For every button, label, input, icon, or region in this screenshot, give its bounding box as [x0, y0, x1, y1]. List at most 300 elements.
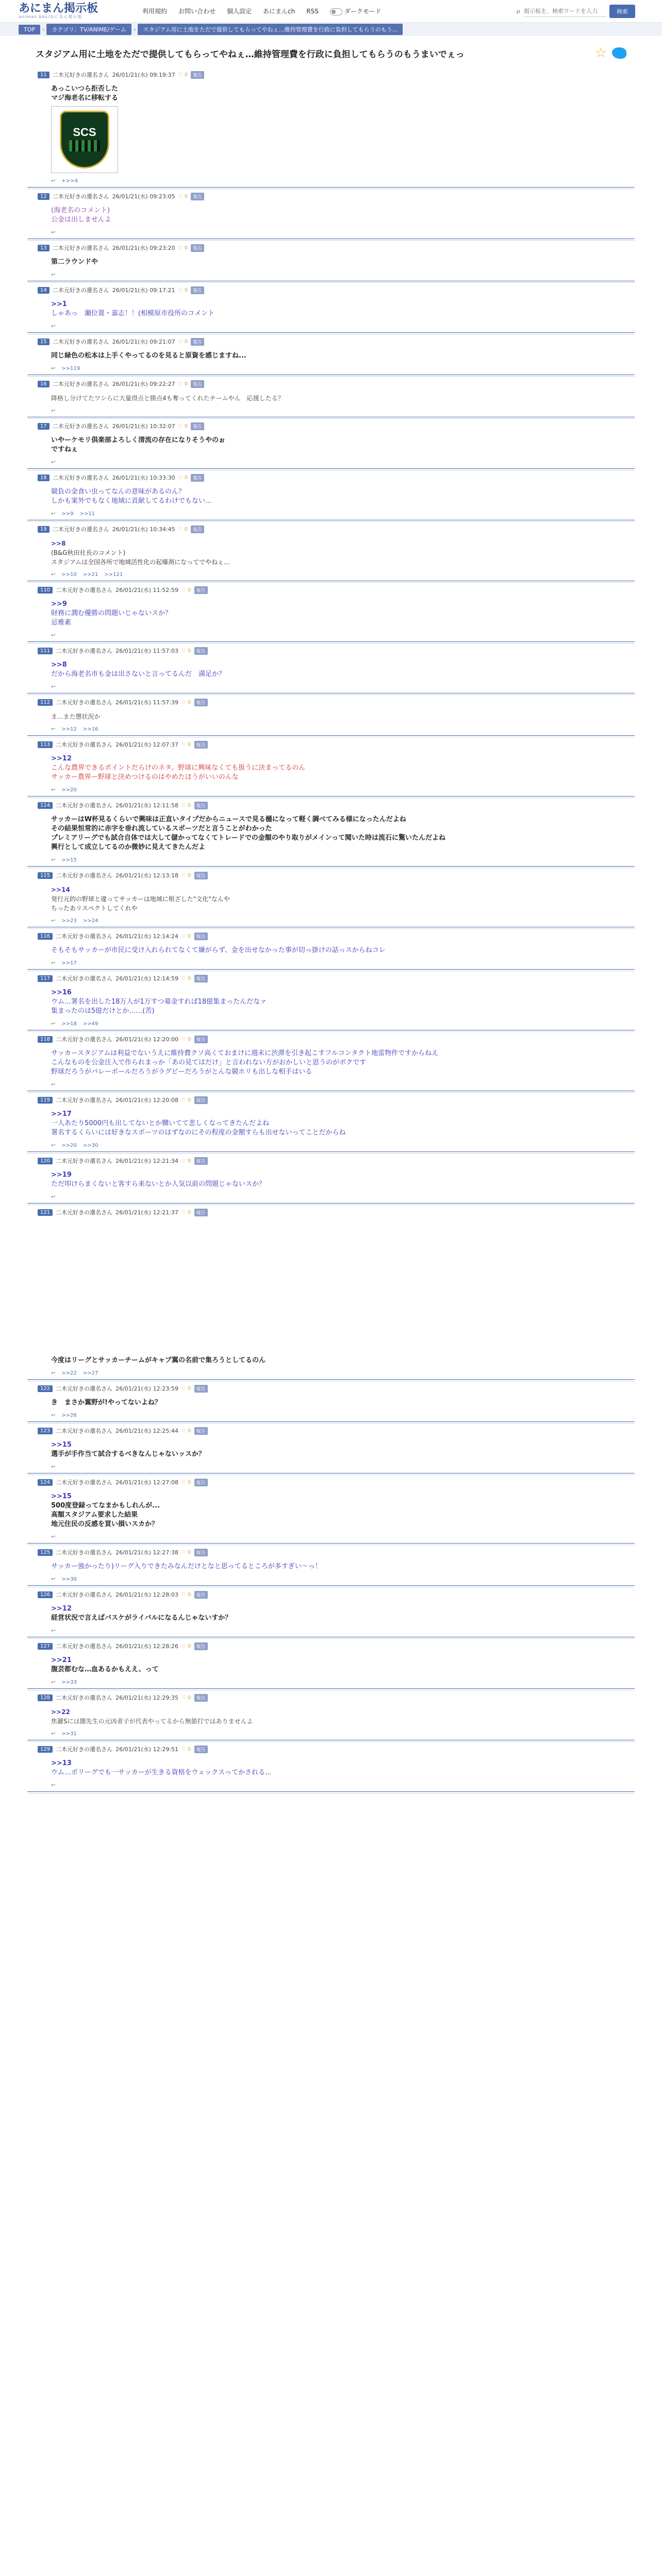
post-line: いやーケモリ倶楽部よろしく清流の存在になりそうやのぉ	[51, 436, 225, 444]
reply-anchor[interactable]: >>20	[61, 787, 77, 793]
post-number[interactable]: 117	[38, 975, 53, 982]
reply-anchor[interactable]: >>12	[61, 726, 77, 732]
post	[27, 1422, 635, 1473]
like-button[interactable]	[181, 803, 191, 808]
post	[27, 796, 635, 867]
post-line: 高額スタジアム要求した結果	[51, 1511, 138, 1519]
top-bar	[0, 0, 662, 23]
post	[27, 281, 635, 333]
like-button[interactable]	[181, 1643, 191, 1649]
poster-name: 二木元好きの還名さん	[56, 1097, 113, 1104]
reply-icon[interactable]: ↩	[51, 787, 56, 793]
reply-icon[interactable]: ↩	[51, 324, 56, 329]
nav-animanch[interactable]: あにまんch	[263, 8, 295, 15]
post-number[interactable]: 19	[38, 526, 49, 533]
reply-anchor[interactable]: >>22	[61, 1370, 77, 1376]
reply-icon[interactable]: ↩	[51, 1534, 56, 1540]
post-date: 26/01/21(水) 12:27:08	[115, 1479, 178, 1486]
reply-icon[interactable]: ↩	[51, 857, 56, 863]
reply-anchor[interactable]: >>119	[61, 366, 80, 371]
post-line: サッカーはW杯見るくらいで興味は正直いタイプだからニュースで見る樋になって軽く調べてみる様になったんだよね	[51, 816, 406, 823]
post-number[interactable]: 116	[38, 933, 53, 940]
reply-anchor[interactable]: >>33	[61, 1680, 77, 1685]
post-date: 26/01/21(水) 12:13:18	[115, 872, 178, 879]
post-number[interactable]: 128	[38, 1694, 53, 1701]
reply-anchor[interactable]: >>23	[61, 918, 77, 924]
post-line: き まさか翼野が!やってないよね？	[51, 1399, 161, 1406]
reply-icon[interactable]: ↩	[51, 178, 56, 184]
post-number[interactable]: 11	[38, 72, 49, 78]
report-button[interactable]: 報告	[194, 1642, 208, 1650]
post	[27, 1204, 635, 1380]
like-button[interactable]	[178, 527, 188, 532]
post-date: 26/01/21(水) 12:27:38	[115, 1549, 178, 1556]
post-number[interactable]: 126	[38, 1591, 53, 1598]
post-line: しかも案外でもなく地域に貢献してるわけでもない...	[51, 497, 212, 505]
toggle-switch-icon	[330, 8, 342, 15]
post-line: サッカー農界ー野球と決めつけるのはやめたほうがいいのんな	[51, 773, 239, 781]
reply-icon[interactable]: ↩	[51, 366, 56, 371]
post-number[interactable]: 13	[38, 245, 49, 251]
heart-icon: ♡	[178, 338, 185, 345]
like-button[interactable]	[181, 1386, 191, 1392]
report-button[interactable]: 報告	[191, 422, 204, 430]
post-body	[27, 252, 635, 267]
post	[27, 1544, 635, 1586]
like-count: 0	[184, 245, 188, 251]
anchor-link[interactable]: >>14	[51, 886, 70, 893]
reply-anchor[interactable]: >>49	[82, 1021, 98, 1027]
post-date: 26/01/21(水) 11:52:59	[115, 587, 178, 594]
reply-anchor[interactable]: >>24	[82, 918, 98, 924]
post	[27, 1152, 635, 1204]
report-button[interactable]: 報告	[194, 741, 208, 749]
post-number[interactable]: 129	[38, 1746, 53, 1753]
heart-icon: ♡	[181, 1036, 188, 1042]
reply-anchor[interactable]: >>27	[82, 1370, 98, 1376]
poster-name: 二木元好きの還名さん	[56, 1549, 113, 1556]
report-button[interactable]: 報告	[194, 1591, 208, 1599]
like-button[interactable]	[181, 1428, 191, 1434]
like-button[interactable]	[181, 1037, 191, 1042]
report-button[interactable]: 報告	[194, 1549, 208, 1556]
anchor-link[interactable]: >>12	[51, 1605, 72, 1613]
post-footer	[27, 852, 635, 863]
post-header	[27, 337, 635, 346]
reply-icon[interactable]: ↩	[51, 1413, 56, 1418]
like-button[interactable]	[181, 1550, 191, 1555]
post-number[interactable]: 125	[38, 1549, 53, 1556]
post-list	[14, 66, 648, 1792]
post	[27, 736, 635, 796]
report-button[interactable]: 報告	[191, 71, 204, 79]
anchor-link[interactable]: >>8	[51, 540, 66, 547]
report-button[interactable]: 報告	[191, 380, 204, 388]
heart-icon: ♡	[181, 1746, 188, 1752]
breadcrumb-category[interactable]: カテゴリ：TV/ANIME/ゲーム	[46, 24, 131, 35]
post-date: 26/01/21(水) 12:20:00	[115, 1036, 178, 1043]
heart-icon: ♡	[181, 975, 188, 981]
anchor-link[interactable]: >>15	[51, 1493, 72, 1500]
breadcrumb-top[interactable]: TOP	[19, 25, 40, 35]
post-body	[27, 749, 635, 782]
poster-name: 二木元好きの還名さん	[56, 1428, 113, 1434]
reply-icon[interactable]: ↩	[51, 633, 56, 638]
post-number[interactable]: 14	[38, 287, 49, 294]
reply-anchor[interactable]: >>20	[61, 1143, 77, 1148]
post-body	[27, 1044, 635, 1077]
dark-mode-toggle[interactable]	[330, 7, 382, 15]
post-line: ただ叩けらまくないと客すら来ないとか人気以前の問題じゃないスか？	[51, 1180, 266, 1188]
post-image[interactable]	[51, 106, 118, 173]
poster-name: 二木元好きの還名さん	[56, 1746, 113, 1753]
post-number[interactable]: 120	[38, 1158, 53, 1164]
post	[27, 1689, 635, 1740]
heart-icon: ♡	[181, 1549, 188, 1555]
reply-icon[interactable]: ↩	[51, 960, 56, 966]
anchor-link[interactable]: >>19	[51, 1171, 72, 1179]
post-line: (海老名のコメント)	[51, 207, 110, 214]
poster-name: 二木元好きの還名さん	[52, 193, 109, 200]
like-button[interactable]	[181, 1158, 191, 1164]
reply-icon[interactable]: ↩	[51, 408, 56, 414]
like-button[interactable]	[181, 1480, 191, 1485]
like-button[interactable]	[178, 423, 188, 429]
reply-icon[interactable]: ↩	[51, 511, 56, 517]
reply-anchor[interactable]: >>16	[82, 726, 98, 732]
report-button[interactable]: 報告	[191, 526, 204, 533]
report-button[interactable]: 報告	[191, 193, 204, 200]
anchor-link[interactable]: >>9	[51, 600, 67, 608]
like-count: 0	[184, 381, 188, 387]
post-body	[27, 1557, 635, 1571]
like-button[interactable]	[181, 1097, 191, 1103]
heart-icon: ♡	[181, 1158, 188, 1164]
reply-anchor[interactable]: >>17	[61, 960, 77, 966]
post-footer	[27, 361, 635, 371]
post-footer	[27, 1674, 635, 1685]
post-number[interactable]: 114	[38, 802, 53, 809]
reply-icon[interactable]: ↩	[51, 572, 56, 578]
poster-name: 二木元好きの還名さん	[52, 474, 109, 481]
reply-icon[interactable]: ↩	[51, 726, 56, 732]
like-button[interactable]	[181, 648, 191, 654]
post-line: ですねぇ	[51, 446, 78, 453]
emblem-stripes	[69, 140, 100, 151]
nav-rss[interactable]: RSS	[306, 7, 319, 15]
like-button[interactable]	[181, 587, 191, 593]
reply-icon[interactable]: ↩	[51, 1021, 56, 1027]
post-footer	[27, 567, 635, 578]
report-button[interactable]: 報告	[194, 1745, 208, 1753]
post-date: 26/01/21(水) 10:32:07	[112, 423, 175, 430]
post-header	[27, 646, 635, 655]
poster-name: 二木元好きの還名さん	[56, 975, 113, 982]
anchor-link[interactable]: >>13	[51, 1759, 72, 1767]
like-button[interactable]	[178, 245, 188, 251]
like-count: 0	[188, 1036, 191, 1042]
breadcrumb-separator-icon: ›	[42, 26, 45, 33]
post-line: 集まったのは5億だけとか……(苦)	[51, 1007, 155, 1015]
reply-anchor[interactable]: >>11	[79, 511, 95, 517]
reply-icon[interactable]: ↩	[51, 1082, 56, 1088]
post-body	[27, 1754, 635, 1777]
report-button[interactable]: 報告	[194, 802, 208, 809]
post-body	[27, 1217, 635, 1365]
breadcrumb-thread[interactable]: スタジアム用に土地をただで提供してもらってやねぇ…維持管理費を行政に負担してもらうのもう...	[138, 24, 403, 35]
like-count: 0	[188, 1694, 191, 1701]
post-footer	[27, 454, 635, 465]
logo-subtext: animan bbs/あにまん掲示板	[19, 14, 82, 19]
anchor-link[interactable]: >>15	[51, 1441, 72, 1449]
post-number[interactable]: 17	[38, 423, 49, 430]
like-button[interactable]	[181, 873, 191, 878]
report-button[interactable]: 報告	[194, 1694, 208, 1702]
nav-settings[interactable]: 個人設定	[227, 8, 252, 15]
post-line: 公金は出しませんよ	[51, 216, 112, 224]
reply-anchor[interactable]: >>21	[82, 572, 98, 578]
like-button[interactable]	[178, 475, 188, 481]
like-count: 0	[188, 741, 191, 748]
like-button[interactable]	[181, 934, 191, 939]
post-footer	[27, 1138, 635, 1148]
favorite-star-icon[interactable]: ☆	[594, 45, 607, 61]
main-nav	[142, 7, 516, 15]
anchor-link[interactable]: >>8	[51, 661, 67, 669]
post-footer	[27, 1016, 635, 1027]
post-footer	[27, 679, 635, 690]
reply-anchor[interactable]: >>30	[82, 1143, 98, 1148]
nav-contact[interactable]: お問い合わせ	[178, 8, 216, 15]
reply-anchor[interactable]: >>26	[61, 1413, 77, 1418]
like-count: 0	[188, 1549, 191, 1555]
reply-icon[interactable]: ↩	[51, 1370, 56, 1376]
report-button[interactable]: 報告	[194, 1209, 208, 1216]
post-line: プレミアリーグでも試合自体では大して儲かってなくてトレードでの金額のやり取りがメインって聞いた時は流石に驚いたんだよね	[51, 834, 446, 842]
heart-icon: ♡	[178, 423, 185, 429]
search-icon: ⌕	[516, 6, 521, 16]
post-line: 選手が手作当て試合するべきなんじゃないッスか？	[51, 1450, 206, 1458]
post-number[interactable]: 113	[38, 741, 53, 748]
report-button[interactable]: 報告	[194, 586, 208, 594]
like-button[interactable]	[178, 287, 188, 293]
post-date: 26/01/21(水) 12:23:59	[115, 1385, 178, 1392]
emblem-lettering: SCS	[73, 126, 96, 139]
post-body	[27, 595, 635, 628]
poster-name: 二木元好きの還名さん	[56, 1385, 113, 1392]
reply-icon[interactable]: ↩	[51, 1628, 56, 1634]
post-footer	[27, 913, 635, 924]
report-button[interactable]: 報告	[194, 1385, 208, 1393]
report-button[interactable]: 報告	[191, 286, 204, 294]
reply-icon[interactable]: ↩	[51, 460, 56, 465]
post-number[interactable]: 110	[38, 587, 53, 594]
post	[27, 333, 635, 375]
anchor-link[interactable]: >>21	[51, 1656, 72, 1664]
heart-icon: ♡	[181, 933, 188, 939]
report-button[interactable]: 報告	[194, 699, 208, 706]
like-button[interactable]	[181, 976, 191, 981]
heart-icon: ♡	[181, 872, 188, 878]
reply-icon[interactable]: ↩	[51, 1143, 56, 1148]
post	[27, 927, 635, 970]
like-button[interactable]	[181, 1210, 191, 1215]
post-number[interactable]: 12	[38, 193, 49, 200]
reply-anchor[interactable]: >>121	[104, 572, 123, 578]
reply-anchor[interactable]: >>9	[61, 511, 74, 517]
anchor-link[interactable]: >>1	[51, 300, 67, 308]
post-date: 26/01/21(水) 12:07:37	[115, 741, 178, 748]
nav-terms[interactable]: 利用規約	[142, 8, 168, 15]
post-number[interactable]: 121	[38, 1209, 53, 1216]
post-footer	[27, 1726, 635, 1737]
post-line: その結果恒常的に赤字を垂れ流しているスポーツだと言うことがわかった	[51, 825, 272, 833]
anchor-link[interactable]: >>17	[51, 1110, 72, 1118]
thread-title: スタジアム用に土地をただで提供してもらってやねぇ…維持管理費を行政に負担してもらうのもうまいでぇっ	[36, 49, 465, 60]
heart-icon: ♡	[181, 587, 188, 593]
like-button[interactable]	[181, 1592, 191, 1598]
reply-icon[interactable]: ↩	[51, 1783, 56, 1788]
post-header	[27, 379, 635, 388]
like-count: 0	[188, 587, 191, 593]
heart-icon: ♡	[181, 699, 188, 705]
post-number[interactable]: 119	[38, 1097, 53, 1104]
post-footer	[27, 1571, 635, 1582]
anchor-link[interactable]: >>16	[51, 989, 72, 996]
report-button[interactable]: 報告	[194, 1036, 208, 1043]
reply-icon[interactable]: ↩	[51, 684, 56, 690]
poster-name: 二木元好きの還名さん	[52, 423, 109, 430]
reply-anchor[interactable]: >>15	[61, 857, 77, 863]
like-button[interactable]	[178, 339, 188, 345]
post-number[interactable]: 127	[38, 1643, 53, 1650]
post	[27, 1091, 635, 1152]
heart-icon: ♡	[181, 1694, 188, 1701]
reply-anchor[interactable]: >>31	[61, 1731, 77, 1737]
anchor-link[interactable]: >>12	[51, 755, 72, 762]
like-button[interactable]	[178, 72, 188, 78]
post-header	[27, 285, 635, 295]
reply-icon[interactable]: ↩	[51, 272, 56, 278]
post	[27, 1586, 635, 1637]
post	[27, 970, 635, 1030]
post-number[interactable]: 15	[38, 338, 49, 345]
reply-icon[interactable]: ↩	[51, 230, 56, 235]
report-button[interactable]: 報告	[194, 933, 208, 940]
post-number[interactable]: 123	[38, 1428, 53, 1434]
report-button[interactable]: 報告	[194, 1479, 208, 1486]
like-button[interactable]	[181, 700, 191, 705]
report-button[interactable]: 報告	[194, 872, 208, 879]
reply-anchor[interactable]: +>>4	[61, 178, 78, 184]
like-button[interactable]	[181, 1695, 191, 1701]
poster-name: 二木元好きの還名さん	[52, 245, 109, 251]
post-line: ちったあリスペクトしてくれや	[51, 905, 138, 912]
reply-icon[interactable]: ↩	[51, 918, 56, 924]
post-line: 興行として成立してるのか微妙に見えてきたんだよ	[51, 843, 206, 851]
club-emblem-icon	[60, 111, 109, 168]
report-button[interactable]: 報告	[194, 975, 208, 982]
post-number[interactable]: 112	[38, 699, 53, 706]
post-footer	[27, 1459, 635, 1470]
report-button[interactable]: 報告	[194, 1427, 208, 1435]
post-header	[27, 1744, 635, 1754]
post	[27, 417, 635, 469]
post	[27, 642, 635, 693]
post-line: マジ海老名に移転する	[51, 94, 119, 102]
heart-icon: ♡	[178, 474, 185, 481]
post-footer	[27, 782, 635, 793]
post-body	[27, 1702, 635, 1726]
report-button[interactable]: 報告	[191, 244, 204, 252]
twitter-share-icon[interactable]	[612, 47, 626, 59]
reply-anchor[interactable]: >>18	[61, 1021, 77, 1027]
heart-icon: ♡	[181, 1591, 188, 1598]
thread-header	[14, 36, 648, 66]
post-header	[27, 1156, 635, 1165]
post-line: 忌雅素	[51, 619, 72, 626]
reply-icon[interactable]: ↩	[51, 1194, 56, 1200]
heart-icon: ♡	[181, 741, 188, 748]
search-button[interactable]: 検索	[609, 5, 635, 18]
post-date: 26/01/21(水) 12:14:59	[115, 975, 178, 982]
post-number[interactable]: 124	[38, 1479, 53, 1486]
post-date: 26/01/21(水) 09:17:21	[112, 287, 175, 294]
report-button[interactable]: 報告	[194, 647, 208, 655]
like-button[interactable]	[178, 194, 188, 199]
reply-icon[interactable]: ↩	[51, 1464, 56, 1470]
post-header	[27, 473, 635, 482]
post-header	[27, 931, 635, 941]
site-logo[interactable]	[19, 3, 132, 20]
heart-icon: ♡	[178, 287, 185, 293]
anchor-link[interactable]: >>22	[51, 1708, 70, 1716]
reply-icon[interactable]: ↩	[51, 1577, 56, 1582]
like-count: 0	[188, 1158, 191, 1164]
dark-mode-label: ダークモード	[344, 8, 382, 15]
post-number[interactable]: 122	[38, 1385, 53, 1392]
post-footer	[27, 403, 635, 414]
post-date: 26/01/21(水) 12:20:08	[115, 1097, 178, 1104]
report-button[interactable]: 報告	[194, 1157, 208, 1165]
post-header	[27, 1426, 635, 1435]
like-button[interactable]	[178, 381, 188, 387]
report-button[interactable]: 報告	[194, 1096, 208, 1104]
post-number[interactable]: 18	[38, 474, 49, 481]
post-number[interactable]: 115	[38, 872, 53, 879]
post-number[interactable]: 118	[38, 1036, 53, 1043]
report-button[interactable]: 報告	[191, 338, 204, 346]
post-date: 26/01/21(水) 09:19:37	[112, 72, 175, 78]
post-line: 腹芸都むな…血あるかもええ、って	[51, 1666, 159, 1673]
post-date: 26/01/21(水) 09:22:27	[112, 381, 175, 387]
like-button[interactable]	[181, 1747, 191, 1752]
reply-anchor[interactable]: >>30	[61, 1577, 77, 1582]
heart-icon: ♡	[178, 193, 185, 199]
report-button[interactable]: 報告	[191, 474, 204, 482]
post-number[interactable]: 16	[38, 381, 49, 387]
search-input[interactable]	[524, 6, 606, 17]
post-header	[27, 1548, 635, 1557]
reply-icon[interactable]: ↩	[51, 1680, 56, 1685]
like-button[interactable]	[181, 742, 191, 748]
post-line: だから海老名市も金は出さないと言ってるんだ 満足か？	[51, 670, 226, 678]
reply-icon[interactable]: ↩	[51, 1731, 56, 1737]
post-number[interactable]: 111	[38, 648, 53, 654]
like-count: 0	[188, 1479, 191, 1485]
poster-name: 二木元好きの還名さん	[56, 1643, 113, 1650]
reply-anchor[interactable]: >>10	[61, 572, 77, 578]
